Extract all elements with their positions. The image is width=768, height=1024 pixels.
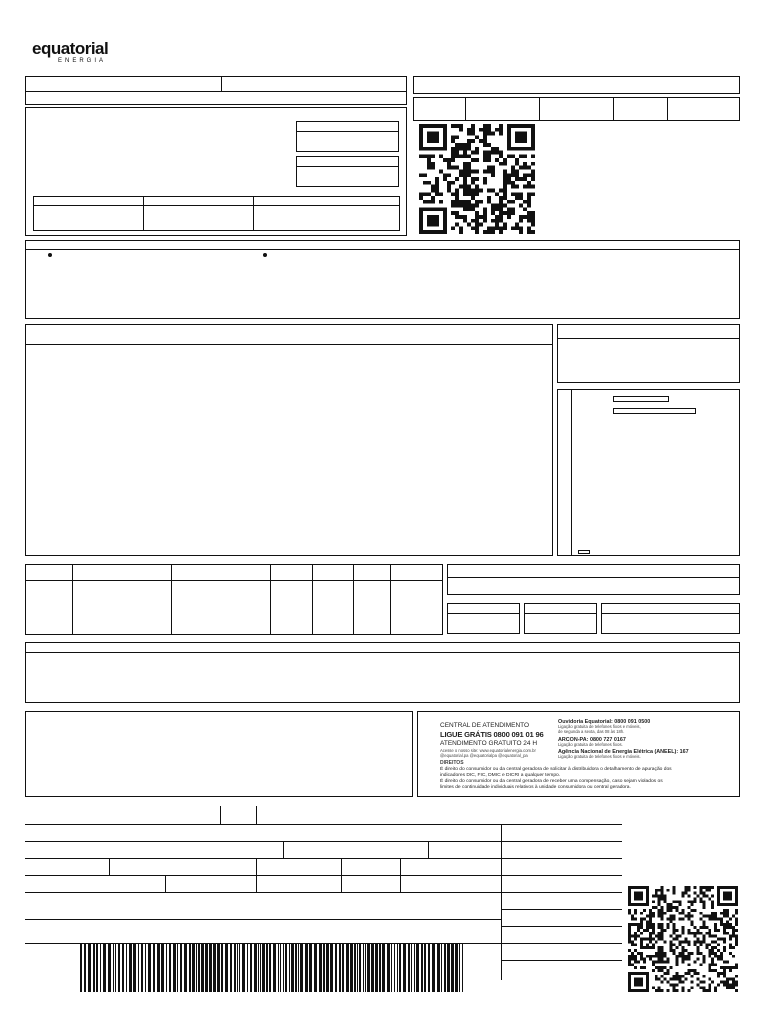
divider	[613, 97, 614, 121]
divider	[447, 613, 520, 614]
aneel-note: Ligação gratuita de telefones fixos e móveis.	[558, 754, 641, 759]
central-note: ATENDIMENTO GRATUITO 24 H	[440, 740, 538, 747]
direitos-line: limites de continuidade individuais relativos à unidade consumidora ou central geradora.	[440, 785, 631, 790]
divider	[256, 806, 257, 824]
slip-line	[25, 841, 622, 842]
ouvidoria-note: Ligação gratuita de telefones fixos e móveis,	[558, 724, 641, 729]
divider	[296, 131, 399, 132]
history-bar	[613, 408, 696, 414]
direitos-line: indicadores DIC, FIC, DMIC e DICRI a qualquer tempo.	[440, 773, 561, 778]
billing-items-box	[25, 324, 553, 556]
ouvidoria-title: Ouvidoria Equatorial: 0800 091 0500	[558, 719, 651, 725]
central-title: CENTRAL DE ATENDIMENTO	[440, 722, 530, 729]
divider	[221, 76, 222, 91]
divider	[524, 613, 597, 614]
history-bar	[613, 396, 669, 402]
arcon-title: ARCON-PA: 0800 727 0167	[558, 737, 626, 743]
divider	[25, 652, 740, 653]
social-site: Acesse o nosso site: www.equatorialenergia.com.br	[440, 748, 536, 753]
logo-subtext: ENERGIA	[58, 58, 107, 64]
direitos-line: É direito do consumidor ou da central geradora de receber uma compensação, caso sejam violados os	[440, 779, 663, 784]
divider	[220, 806, 221, 824]
barcode-icon	[80, 944, 464, 992]
divider	[312, 564, 313, 635]
slip-line	[25, 892, 622, 893]
divider	[33, 205, 400, 206]
amount-due-box	[557, 324, 740, 383]
tax-info-box	[447, 564, 740, 595]
divider	[25, 249, 740, 250]
direitos-title: DIREITOS	[440, 760, 464, 766]
quality-indicators-box	[25, 711, 413, 797]
divider	[109, 858, 110, 875]
arcon-note: Ligação gratuita de telefones fixos.	[558, 742, 623, 747]
divider	[25, 344, 553, 345]
divider	[270, 564, 271, 635]
divider	[72, 564, 73, 635]
reference-fields-box	[413, 97, 740, 121]
divider	[428, 841, 429, 858]
consumption-history-box	[557, 389, 740, 556]
divider	[283, 841, 284, 858]
bullet	[263, 253, 267, 257]
divider	[390, 564, 391, 635]
divider	[256, 858, 257, 892]
tax-field-box	[524, 603, 597, 634]
slip-line	[501, 943, 622, 944]
divider	[667, 97, 668, 121]
central-phone: LIGUE GRÁTIS 0800 091 01 96	[440, 730, 544, 739]
divider	[25, 580, 443, 581]
divider	[400, 858, 401, 892]
direitos-line: É direito do consumidor ou da central geradora de solicitar à distribuidora o detalhamento de apuração dos	[440, 767, 672, 772]
divider	[539, 97, 540, 121]
divider	[341, 858, 342, 892]
equatorial-logo	[32, 40, 122, 70]
slip-line	[25, 824, 622, 825]
tax-field-box	[447, 603, 520, 634]
subclass-field-box	[296, 156, 399, 187]
pix-qr-code-icon	[628, 886, 738, 992]
divider	[447, 577, 740, 578]
slip-line	[25, 919, 501, 920]
slip-line	[501, 926, 622, 927]
history-marker	[578, 550, 590, 554]
divider	[165, 875, 166, 892]
slip-line	[501, 909, 622, 910]
tax-field-box	[601, 603, 740, 634]
divider	[253, 196, 254, 231]
installation-fields-box	[33, 196, 400, 231]
divider	[143, 196, 144, 231]
divider	[25, 91, 407, 92]
slip-line	[25, 858, 622, 859]
divider	[557, 338, 740, 339]
divider	[353, 564, 354, 635]
meter-readings-table	[25, 564, 443, 635]
divider	[296, 166, 399, 167]
class-field-box	[296, 121, 399, 152]
aneel-title: Agência Nacional de Energia Elétrica (ANEEL): 167	[558, 749, 689, 755]
logo-text: equatorial	[32, 39, 109, 58]
divider	[171, 564, 172, 635]
chart-axis	[571, 389, 572, 556]
divider	[465, 97, 466, 121]
account-header-box	[413, 76, 740, 94]
divider	[501, 824, 502, 980]
social-handles: @equatorial.pa @equatorialpa @equatorial_pa	[440, 753, 528, 758]
bullet	[48, 253, 52, 257]
notices-box	[25, 240, 740, 319]
qr-code-icon	[419, 124, 535, 234]
divider	[601, 613, 740, 614]
slip-line	[501, 960, 622, 961]
slip-line	[25, 875, 622, 876]
ouvidoria-note: de segunda a sexta, das 08 às 18h.	[558, 729, 625, 734]
